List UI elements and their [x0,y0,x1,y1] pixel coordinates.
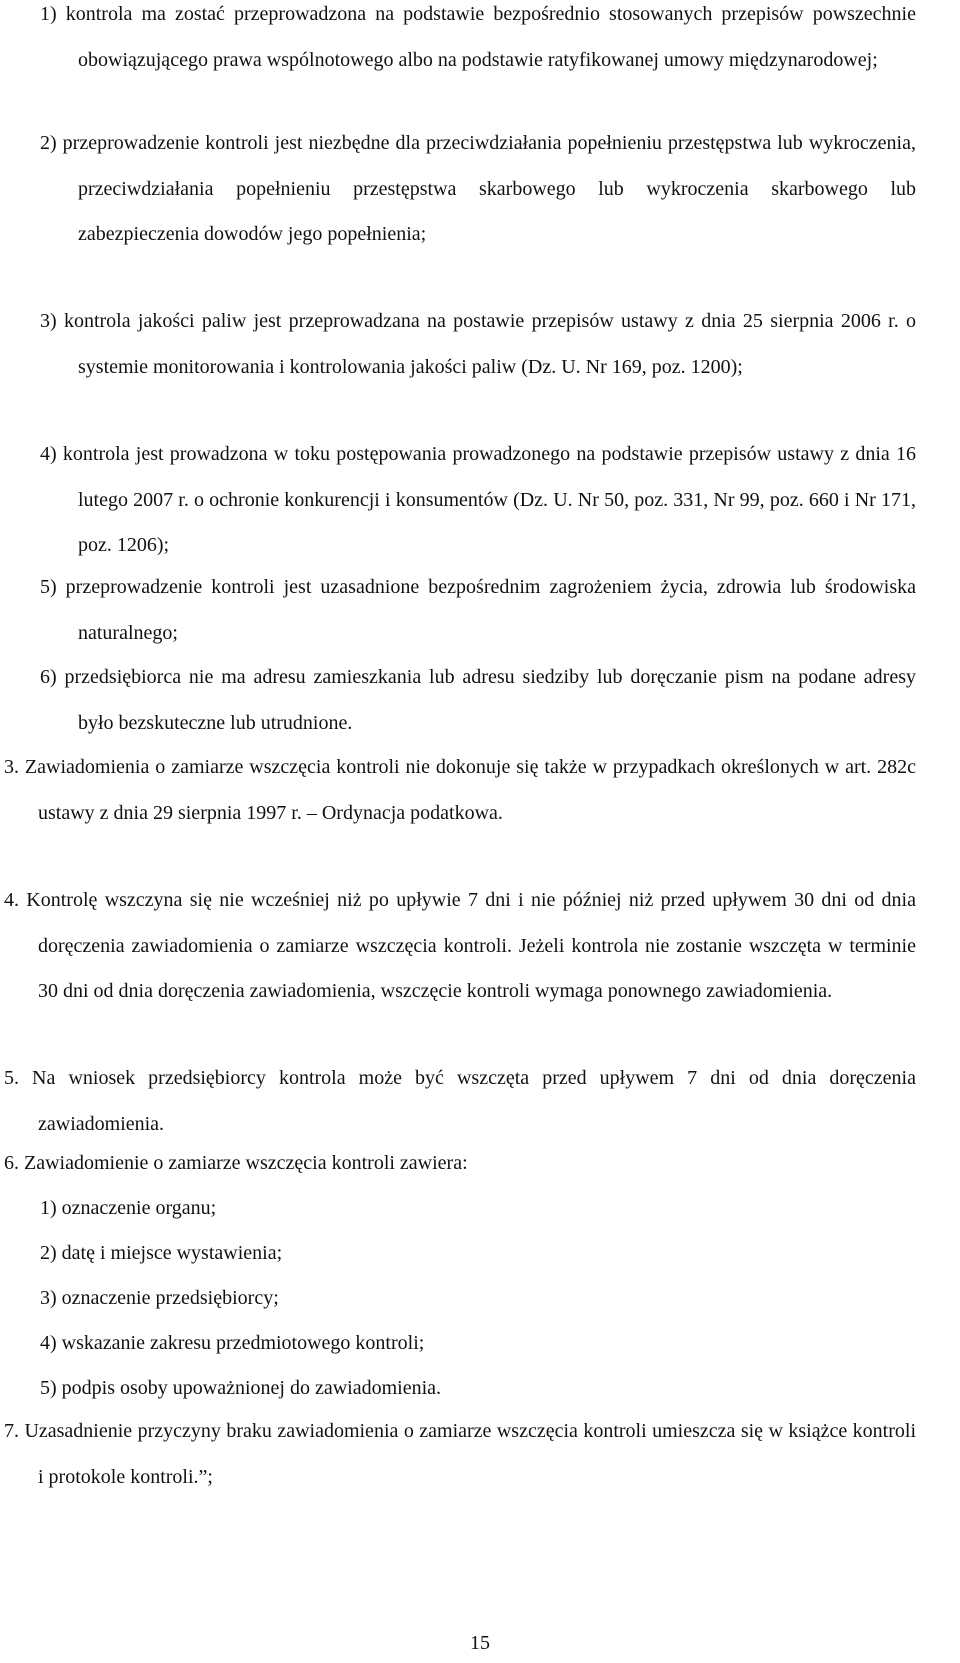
section-6-item-2: 2) datę i miejsce wystawienia; [40,1242,283,1264]
section-6-item-5: 5) podpis osoby upoważnionej do zawiadomienia. [40,1377,442,1399]
list-item-4: 4) kontrola jest prowadzona w toku postępowania prowadzonego na podstawie przepisów ustawy z dnia 16 lutego 2007 r. o ochronie konkurencji i konsumentów (Dz. U. Nr 50, poz. 331, Nr 99, poz. 660 i Nr 171, poz. 1206); [40,443,916,556]
section-6-item-3: 3) oznaczenie przedsiębiorcy; [40,1287,279,1309]
section-7: 7. Uzasadnienie przyczyny braku zawiadomienia o zamiarze wszczęcia kontroli umieszcza się w książce kontroli i protokole kontroli.”; [4,1420,916,1488]
section-5: 5. Na wniosek przedsiębiorcy kontrola może być wszczęta przed upływem 7 dni od dnia doręczenia zawiadomienia. [4,1067,916,1135]
list-item-3: 3) kontrola jakości paliw jest przeprowadzana na postawie przepisów ustawy z dnia 25 sierpnia 2006 r. o systemie monitorowania i kontrolowania jakości paliw (Dz. U. Nr 169, poz. 1200); [40,310,916,378]
page-number: 15 [470,1632,490,1654]
list-item-5: 5) przeprowadzenie kontroli jest uzasadnione bezpośrednim zagrożeniem życia, zdrowia lub środowiska naturalnego; [40,576,916,644]
list-item-1: 1) kontrola ma zostać przeprowadzona na podstawie bezpośrednio stosowanych przepisów powszechnie obowiązującego prawa wspólnotowego albo na podstawie ratyfikowanej umowy międzynarodowej; [40,3,916,71]
section-6-item-4: 4) wskazanie zakresu przedmiotowego kontroli; [40,1332,425,1354]
section-4: 4. Kontrolę wszczyna się nie wcześniej niż po upływie 7 dni i nie później niż przed upływem 30 dni od dnia doręczenia zawiadomienia o zamiarze wszczęcia kontroli. Jeżeli kontrola nie zostanie wszczęta w terminie 30 dni od dnia doręczenia zawiadomienia, wszczęcie kontroli wymaga ponownego zawiadomienia. [4,889,916,1002]
list-item-6: 6) przedsiębiorca nie ma adresu zamieszkania lub adresu siedziby lub doręczanie pism na podane adresy było bezskuteczne lub utrudnione. [40,666,916,734]
section-6-item-1: 1) oznaczenie organu; [40,1197,217,1219]
list-item-2: 2) przeprowadzenie kontroli jest niezbędne dla przeciwdziałania popełnieniu przestępstwa lub wykroczenia, przeciwdziałania popełnieniu przestępstwa skarbowego lub wykroczenia skarbowego lub zabezpieczenia dowodów jego popełnienia; [40,132,916,245]
section-6: 6. Zawiadomienie o zamiarze wszczęcia kontroli zawiera: [4,1152,468,1174]
section-3: 3. Zawiadomienia o zamiarze wszczęcia kontroli nie dokonuje się także w przypadkach określonych w art. 282c ustawy z dnia 29 sierpnia 1997 r. – Ordynacja podatkowa. [4,756,916,824]
